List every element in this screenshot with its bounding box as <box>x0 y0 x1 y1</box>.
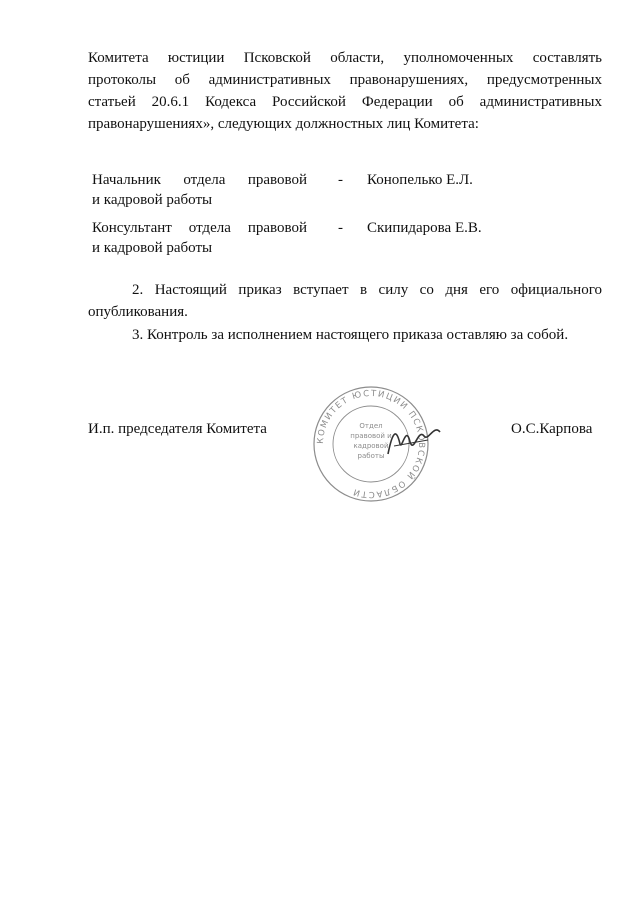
official-row <box>92 218 612 262</box>
stamp-center-text: работы <box>357 452 385 460</box>
item-2-paragraph <box>88 279 602 323</box>
item-2-line: 2. Настоящий приказ вступает в силу со дня его официального <box>132 282 602 298</box>
handwritten-signature <box>388 430 440 454</box>
stamp-center-text: Отдел <box>359 422 383 430</box>
stamp-center-text: правовой и <box>350 432 392 440</box>
official-dash: - <box>338 220 343 236</box>
signatory-name: О.С.Карпова <box>511 421 593 437</box>
official-row <box>92 170 612 214</box>
official-name: Скипидарова Е.В. <box>367 220 482 236</box>
intro-line: Комитета юстиции Псковской области, уполномоченных составлять <box>88 50 602 66</box>
item-3-line: 3. Контроль за исполнением настоящего приказа оставляю за собой. <box>132 327 569 343</box>
official-dash: - <box>338 172 343 188</box>
official-position: Начальник отдела правовой и кадровой работы <box>92 172 307 208</box>
official-position: Консультант отдела правовой и кадровой работы <box>92 220 307 256</box>
intro-paragraph <box>88 47 602 135</box>
stamp-center-text: кадровой <box>353 442 389 450</box>
signatory-title: И.п. председателя Комитета <box>88 421 267 437</box>
official-name: Конопелько Е.Л. <box>367 172 473 188</box>
item-2-line: опубликования. <box>88 304 188 320</box>
intro-line: правонарушениях», следующих должностных лиц Комитета: <box>88 116 479 132</box>
intro-line: статьей 20.6.1 Кодекса Российской Федерации об административных <box>88 94 602 110</box>
official-stamp <box>296 384 446 504</box>
item-3-paragraph <box>88 324 602 346</box>
intro-line: протоколы об административных правонарушениях, предусмотренных <box>88 72 602 88</box>
stamp-ring-text: КОМИТЕТ ЮСТИЦИИ ПСКОВСКОЙ ОБЛАСТИ <box>315 388 427 500</box>
